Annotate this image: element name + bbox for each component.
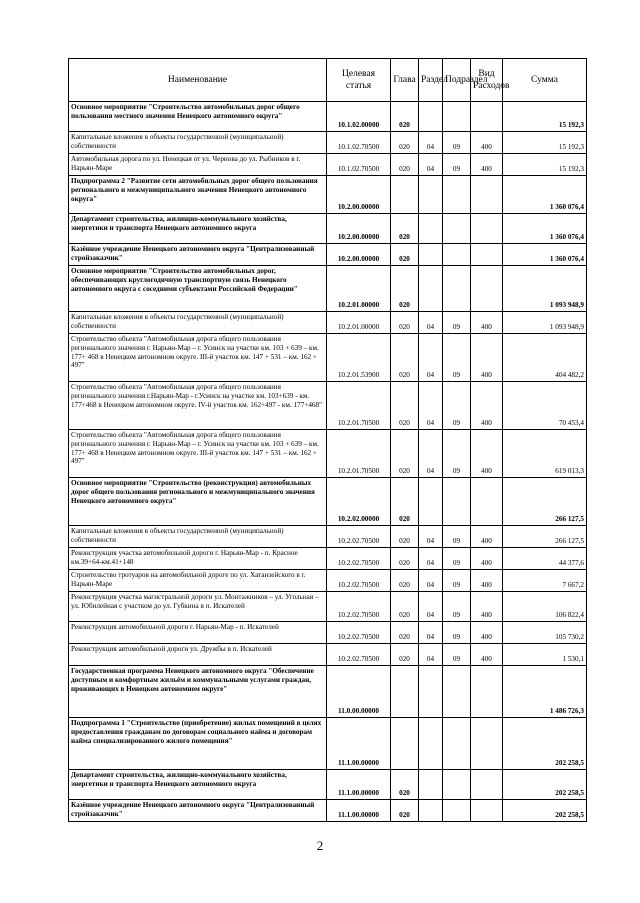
- cell-exp: 400: [471, 382, 503, 430]
- cell-sub: [443, 800, 471, 822]
- cell-name: Капитальные вложения в объекты государственной (муниципальной) собственности: [69, 526, 327, 548]
- table-row: [69, 382, 587, 430]
- cell-sec: [419, 244, 443, 266]
- table-row: [69, 622, 587, 644]
- cell-ch: 020: [391, 334, 419, 382]
- cell-exp: 400: [471, 430, 503, 478]
- cell-amt: 1 530,1: [503, 644, 587, 666]
- cell-ch: 020: [391, 382, 419, 430]
- cell-name: Строительство тротуаров на автомобильной дороге по ул. Хатанзейского в г. Нарьян-Маре: [69, 570, 327, 592]
- cell-name: Реконструкция автомобильной дороги г. Нарьян-Мар - п. Искателей: [69, 622, 327, 644]
- cell-ch: [391, 666, 419, 718]
- cell-code: 11.1.00.00000: [327, 800, 391, 822]
- table-row: [69, 154, 587, 176]
- cell-name: Подпрограмма 1 "Строительство (приобретение) жилых помещений в целях предоставления гражданам по договорам социального найма и договорам найма специализированного жилого помещения": [69, 718, 327, 770]
- table-row: [69, 800, 587, 822]
- cell-ch: 020: [391, 132, 419, 154]
- cell-amt: 105 730,2: [503, 622, 587, 644]
- cell-sec: [419, 770, 443, 800]
- table-row: [69, 666, 587, 718]
- cell-name: Строительство объекта "Автомобильная дорога общего пользования регионального значения г. Нарьян-Мар – г. Усинск на участке км. 103 + 639 – км. 177+ 468 в Ненецком автономном округе. III-й участок км. 147 + 531 – км. 162 + 497": [69, 430, 327, 478]
- cell-code: 10.2.00.00000: [327, 244, 391, 266]
- cell-exp: [471, 266, 503, 312]
- cell-sec: [419, 800, 443, 822]
- cell-exp: 400: [471, 570, 503, 592]
- cell-code: 10.2.01.00000: [327, 312, 391, 334]
- table-row: [69, 176, 587, 214]
- cell-name: Реконструкция участка магистральной дороги ул. Монтажников – ул. Угольная – ул. Юбилейная с участком до ул. Губкина в п. Искателей: [69, 592, 327, 622]
- table-header: [69, 59, 587, 102]
- cell-exp: 400: [471, 154, 503, 176]
- cell-sec: 04: [419, 430, 443, 478]
- cell-ch: 020: [391, 430, 419, 478]
- cell-code: 10.2.01.70500: [327, 382, 391, 430]
- cell-amt: 15 192,3: [503, 154, 587, 176]
- page-number: 2: [316, 838, 324, 853]
- cell-code: 10.1.02.70500: [327, 154, 391, 176]
- cell-code: 10.2.02.00000: [327, 478, 391, 526]
- cell-ch: 020: [391, 800, 419, 822]
- cell-code: 10.2.02.70500: [327, 592, 391, 622]
- cell-sec: [419, 718, 443, 770]
- cell-ch: 020: [391, 214, 419, 244]
- cell-ch: 020: [391, 770, 419, 800]
- cell-exp: [471, 176, 503, 214]
- header-subsection: Подраздел: [443, 59, 471, 102]
- cell-amt: 70 453,4: [503, 382, 587, 430]
- cell-amt: 619 013,3: [503, 430, 587, 478]
- cell-sec: 04: [419, 592, 443, 622]
- cell-sec: [419, 666, 443, 718]
- cell-code: 11.1.00.00000: [327, 770, 391, 800]
- cell-code: 10.2.02.70500: [327, 570, 391, 592]
- cell-amt: 1 360 076,4: [503, 214, 587, 244]
- cell-name: Основное мероприятие "Строительство (реконструкция) автомобильных дорог общего пользования регионального и межмуниципального значения Ненецкого автономного округа": [69, 478, 327, 526]
- table-row: [69, 244, 587, 266]
- cell-sub: 09: [443, 592, 471, 622]
- cell-ch: 020: [391, 154, 419, 176]
- cell-exp: [471, 666, 503, 718]
- cell-name: Строительство объекта "Автомобильная дорога общего пользования регионального значения г.Нарьян-Мар - г.Усинск на участке км. 103+639 - км. 177+468 в Ненецком автономном округе. IV-й участок км. 162+497 - км. 177+468": [69, 382, 327, 430]
- cell-exp: [471, 102, 503, 132]
- cell-ch: 020: [391, 622, 419, 644]
- cell-name: Департамент строительства, жилищно-коммунального хозяйства, энергетики и транспорта Ненецкого автономного округа: [69, 214, 327, 244]
- cell-exp: [471, 214, 503, 244]
- table-row: [69, 312, 587, 334]
- cell-name: Основное мероприятие "Строительство автомобильных дорог, обеспечивающих круглогодичную транспортную связь Ненецкого автономного округа с соседними субъектами Российской Федерации": [69, 266, 327, 312]
- table-row: [69, 644, 587, 666]
- cell-sub: 09: [443, 132, 471, 154]
- cell-sub: [443, 770, 471, 800]
- cell-exp: [471, 770, 503, 800]
- cell-amt: 106 822,4: [503, 592, 587, 622]
- header-amount: Сумма: [503, 59, 587, 102]
- cell-exp: [471, 478, 503, 526]
- cell-code: 10.2.01.00000: [327, 266, 391, 312]
- cell-exp: 400: [471, 622, 503, 644]
- cell-exp: [471, 244, 503, 266]
- cell-sec: 04: [419, 382, 443, 430]
- cell-sec: 04: [419, 548, 443, 570]
- table-row: [69, 548, 587, 570]
- cell-ch: 020: [391, 102, 419, 132]
- cell-ch: 020: [391, 244, 419, 266]
- table-row: [69, 570, 587, 592]
- cell-sec: 04: [419, 570, 443, 592]
- cell-sec: [419, 176, 443, 214]
- cell-code: 11.0.00.00000: [327, 666, 391, 718]
- cell-sub: [443, 244, 471, 266]
- cell-sub: 09: [443, 312, 471, 334]
- header-section: Раздел: [419, 59, 443, 102]
- cell-name: Департамент строительства, жилищно-коммунального хозяйства, энергетики и транспорта Ненецкого автономного округа: [69, 770, 327, 800]
- table-row: [69, 102, 587, 132]
- cell-name: Подпрограмма 2 "Развитие сети автомобильных дорог общего пользования регионального и межмуниципального значения Ненецкого автономного округа": [69, 176, 327, 214]
- cell-sub: [443, 214, 471, 244]
- cell-code: 10.1.02.70500: [327, 132, 391, 154]
- cell-ch: 020: [391, 478, 419, 526]
- cell-sub: [443, 478, 471, 526]
- cell-sub: [443, 666, 471, 718]
- cell-name: Казённое учреждение Ненецкого автономного округа "Централизованный стройзаказчик": [69, 244, 327, 266]
- cell-sub: 09: [443, 644, 471, 666]
- cell-name: Казённое учреждение Ненецкого автономного округа "Централизованный стройзаказчик": [69, 800, 327, 822]
- table-row: [69, 526, 587, 548]
- cell-code: 10.2.02.70500: [327, 644, 391, 666]
- cell-code: 10.2.02.70500: [327, 548, 391, 570]
- cell-amt: 1 360 076,4: [503, 176, 587, 214]
- cell-sub: [443, 266, 471, 312]
- table-body: [69, 102, 587, 822]
- table-row: [69, 478, 587, 526]
- cell-code: 11.1.00.00000: [327, 718, 391, 770]
- cell-ch: 020: [391, 592, 419, 622]
- cell-ch: 020: [391, 644, 419, 666]
- header-name: Наименование: [69, 59, 327, 102]
- cell-amt: 266 127,5: [503, 478, 587, 526]
- cell-exp: 400: [471, 644, 503, 666]
- cell-exp: [471, 800, 503, 822]
- table-row: [69, 266, 587, 312]
- table-row: [69, 770, 587, 800]
- cell-name: Капитальные вложения в объекты государственной (муниципальной) собственности: [69, 132, 327, 154]
- cell-exp: 400: [471, 312, 503, 334]
- cell-code: 10.2.00.00000: [327, 176, 391, 214]
- cell-code: 10.2.00.00000: [327, 214, 391, 244]
- cell-sub: 09: [443, 154, 471, 176]
- cell-ch: 020: [391, 266, 419, 312]
- cell-amt: 404 482,2: [503, 334, 587, 382]
- cell-sec: 04: [419, 334, 443, 382]
- cell-amt: 202 258,5: [503, 800, 587, 822]
- cell-name: Реконструкция участка автомобильной дороги г. Нарьян-Мар - п. Красное км.39+64-км.41+148: [69, 548, 327, 570]
- cell-ch: 020: [391, 526, 419, 548]
- cell-code: 10.2.01.70500: [327, 430, 391, 478]
- cell-amt: 1 093 948,9: [503, 266, 587, 312]
- cell-code: 10.1.02.00000: [327, 102, 391, 132]
- cell-amt: 15 192,3: [503, 132, 587, 154]
- cell-amt: 1 093 948,9: [503, 312, 587, 334]
- cell-amt: 44 377,6: [503, 548, 587, 570]
- cell-name: Реконструкция автомобильной дороги ул. Дружбы в п. Искателей: [69, 644, 327, 666]
- cell-sec: 04: [419, 132, 443, 154]
- cell-ch: [391, 718, 419, 770]
- cell-code: 10.2.02.70500: [327, 526, 391, 548]
- cell-sec: 04: [419, 154, 443, 176]
- cell-sub: 09: [443, 382, 471, 430]
- cell-name: Строительство объекта "Автомобильная дорога общего пользования регионального значения г. Нарьян-Мар – г. Усинск на участке км. 103 + 639 – км. 177+ 468 в Ненецком автономном округе. III-й участок км. 147 + 531 – км. 162 + 497": [69, 334, 327, 382]
- cell-sub: 09: [443, 548, 471, 570]
- cell-code: 10.2.01.53900: [327, 334, 391, 382]
- table-row: [69, 592, 587, 622]
- cell-name: Автомобильная дорога по ул. Ненецкая от ул. Чернова до ул. Рыбников в г. Нарьян-Маре: [69, 154, 327, 176]
- cell-exp: [471, 718, 503, 770]
- cell-exp: 400: [471, 334, 503, 382]
- cell-amt: 7 667,2: [503, 570, 587, 592]
- table-row: [69, 718, 587, 770]
- cell-sec: [419, 102, 443, 132]
- cell-sec: 04: [419, 312, 443, 334]
- cell-sub: [443, 102, 471, 132]
- table-row: [69, 430, 587, 478]
- cell-sec: 04: [419, 622, 443, 644]
- cell-amt: 1 486 726,3: [503, 666, 587, 718]
- cell-ch: 020: [391, 570, 419, 592]
- cell-code: 10.2.02.70500: [327, 622, 391, 644]
- cell-name: Основное мероприятие "Строительство автомобильных дорог общего пользования местного значения Ненецкого автономного округа": [69, 102, 327, 132]
- cell-sub: 09: [443, 430, 471, 478]
- header-chapter: Глава: [391, 59, 419, 102]
- cell-amt: 266 127,5: [503, 526, 587, 548]
- budget-table: [68, 58, 587, 822]
- cell-exp: 400: [471, 132, 503, 154]
- cell-sec: [419, 478, 443, 526]
- cell-exp: 400: [471, 592, 503, 622]
- header-article: Целевая статья: [327, 59, 391, 102]
- cell-sec: 04: [419, 644, 443, 666]
- cell-name: Капитальные вложения в объекты государственной (муниципальной) собственности: [69, 312, 327, 334]
- table-row: [69, 334, 587, 382]
- cell-sub: 09: [443, 570, 471, 592]
- cell-ch: 020: [391, 312, 419, 334]
- cell-name: Государственная программа Ненецкого автономного округа "Обеспечение доступным и комфортным жильём и коммунальными услугами граждан, проживающих в Ненецком автономном округе": [69, 666, 327, 718]
- cell-sub: 09: [443, 526, 471, 548]
- cell-sec: [419, 214, 443, 244]
- cell-sub: [443, 176, 471, 214]
- header-expense-type: Вид Расходов: [471, 59, 503, 102]
- cell-exp: 400: [471, 526, 503, 548]
- cell-sec: 04: [419, 526, 443, 548]
- cell-exp: 400: [471, 548, 503, 570]
- cell-sec: [419, 266, 443, 312]
- table-row: [69, 132, 587, 154]
- cell-amt: 202 258,5: [503, 770, 587, 800]
- cell-sub: [443, 718, 471, 770]
- cell-sub: 09: [443, 334, 471, 382]
- cell-sub: 09: [443, 622, 471, 644]
- cell-amt: 202 258,5: [503, 718, 587, 770]
- table-row: [69, 214, 587, 244]
- cell-ch: 020: [391, 548, 419, 570]
- cell-ch: [391, 176, 419, 214]
- cell-amt: 15 192,3: [503, 102, 587, 132]
- cell-amt: 1 360 076,4: [503, 244, 587, 266]
